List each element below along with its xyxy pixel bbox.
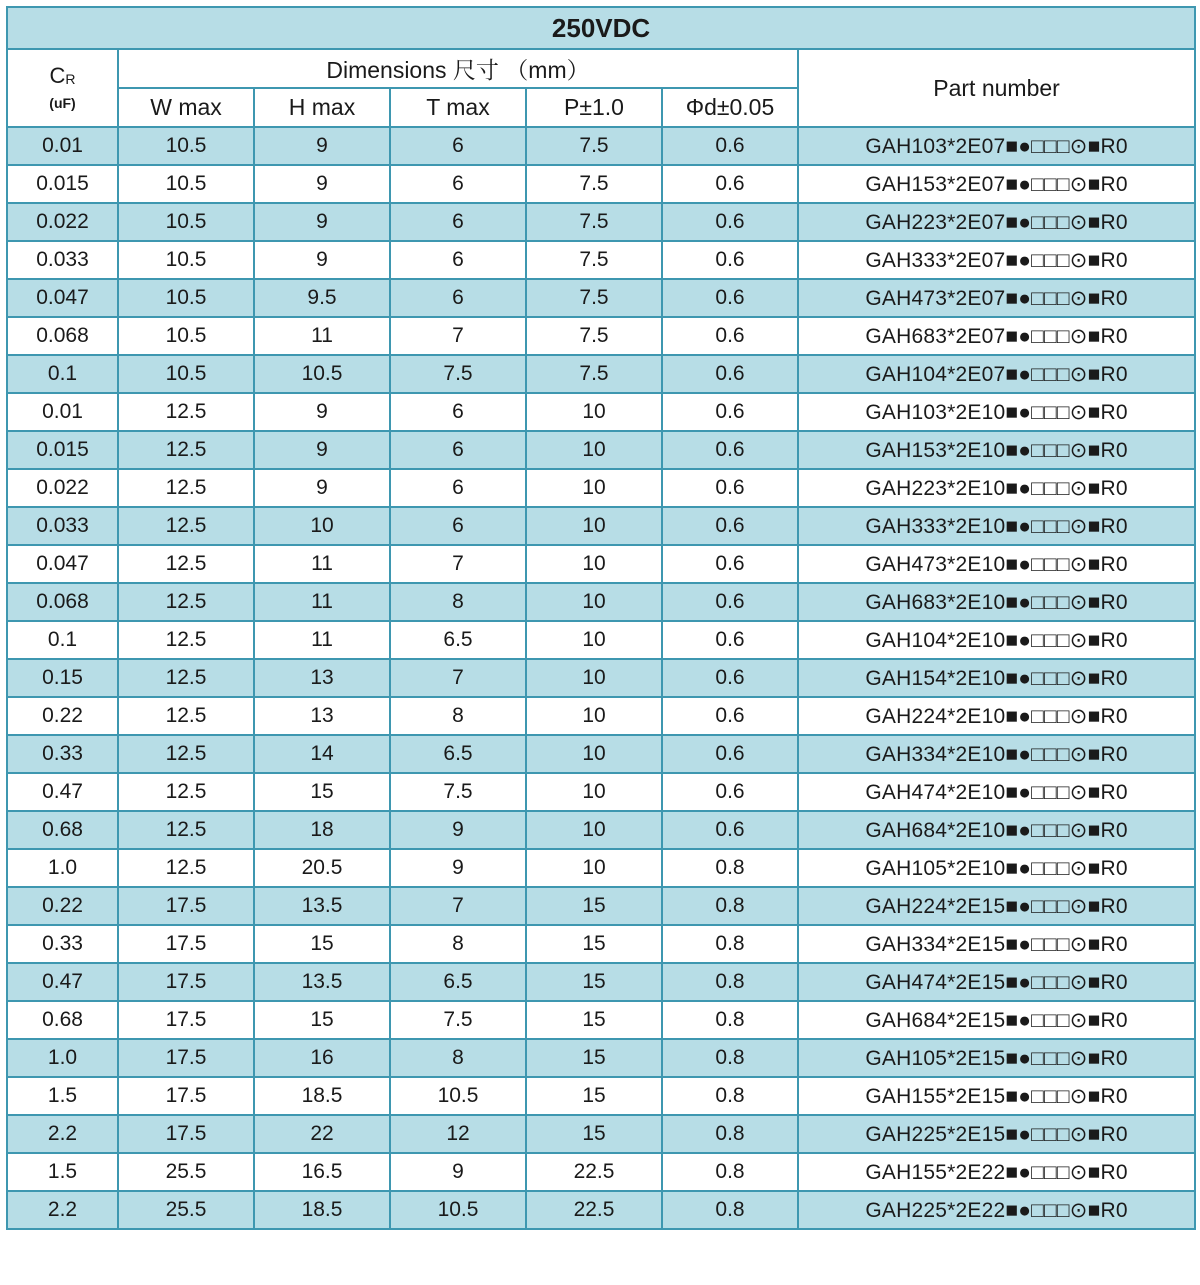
capacitance-cell: 0.068 xyxy=(7,583,118,621)
t-max-cell: 7 xyxy=(390,659,526,697)
part-number-cell: GAH683*2E10■●□□□⊙■R0 xyxy=(798,583,1195,621)
table-row xyxy=(7,1077,1195,1115)
w-max-cell: 12.5 xyxy=(118,431,254,469)
h-max-cell: 11 xyxy=(254,621,390,659)
h-max-cell: 9 xyxy=(254,431,390,469)
h-max-cell: 13.5 xyxy=(254,963,390,1001)
lead-diameter-cell: 0.6 xyxy=(662,735,798,773)
part-number-cell: GAH225*2E15■●□□□⊙■R0 xyxy=(798,1115,1195,1153)
h-max-cell: 22 xyxy=(254,1115,390,1153)
pitch-cell: 7.5 xyxy=(526,317,662,355)
w-max-cell: 12.5 xyxy=(118,393,254,431)
w-max-cell: 10.5 xyxy=(118,203,254,241)
h-max-cell: 11 xyxy=(254,545,390,583)
h-max-cell: 11 xyxy=(254,317,390,355)
capacitance-cell: 0.68 xyxy=(7,811,118,849)
t-max-cell: 6 xyxy=(390,241,526,279)
pitch-cell: 10 xyxy=(526,621,662,659)
part-number-cell: GAH683*2E07■●□□□⊙■R0 xyxy=(798,317,1195,355)
pitch-cell: 10 xyxy=(526,583,662,621)
w-max-cell: 10.5 xyxy=(118,165,254,203)
t-max-cell: 9 xyxy=(390,849,526,887)
w-max-cell: 12.5 xyxy=(118,811,254,849)
pitch-cell: 10 xyxy=(526,849,662,887)
w-max-cell: 12.5 xyxy=(118,545,254,583)
table-row xyxy=(7,393,1195,431)
table-row xyxy=(7,1039,1195,1077)
lead-diameter-cell: 0.8 xyxy=(662,887,798,925)
part-number-cell: GAH473*2E10■●□□□⊙■R0 xyxy=(798,545,1195,583)
capacitance-symbol-sub: R xyxy=(65,71,76,88)
table-row xyxy=(7,241,1195,279)
capacitance-cell: 0.22 xyxy=(7,887,118,925)
w-max-cell: 17.5 xyxy=(118,1077,254,1115)
t-max-cell: 7 xyxy=(390,887,526,925)
capacitance-cell: 1.5 xyxy=(7,1077,118,1115)
capacitance-cell: 0.015 xyxy=(7,165,118,203)
h-max-cell: 9 xyxy=(254,241,390,279)
h-max-cell: 13 xyxy=(254,659,390,697)
part-number-cell: GAH103*2E07■●□□□⊙■R0 xyxy=(798,127,1195,165)
pitch-cell: 22.5 xyxy=(526,1191,662,1229)
w-max-cell: 10.5 xyxy=(118,241,254,279)
part-number-cell: GAH155*2E22■●□□□⊙■R0 xyxy=(798,1153,1195,1191)
h-max-cell: 15 xyxy=(254,773,390,811)
part-number-cell: GAH684*2E15■●□□□⊙■R0 xyxy=(798,1001,1195,1039)
pitch-cell: 15 xyxy=(526,1039,662,1077)
capacitance-cell: 0.047 xyxy=(7,545,118,583)
part-number-cell: GAH103*2E10■●□□□⊙■R0 xyxy=(798,393,1195,431)
table-row xyxy=(7,317,1195,355)
table-title: 250VDC xyxy=(7,7,1195,49)
part-number-cell: GAH104*2E07■●□□□⊙■R0 xyxy=(798,355,1195,393)
pitch-cell: 10 xyxy=(526,469,662,507)
lead-diameter-cell: 0.6 xyxy=(662,241,798,279)
part-number-cell: GAH105*2E15■●□□□⊙■R0 xyxy=(798,1039,1195,1077)
t-max-cell: 7.5 xyxy=(390,355,526,393)
capacitance-cell: 0.022 xyxy=(7,203,118,241)
pitch-cell: 7.5 xyxy=(526,241,662,279)
pitch-cell: 10 xyxy=(526,431,662,469)
part-number-cell: GAH333*2E10■●□□□⊙■R0 xyxy=(798,507,1195,545)
lead-diameter-cell: 0.8 xyxy=(662,963,798,1001)
table-row xyxy=(7,279,1195,317)
capacitance-symbol xyxy=(8,64,117,88)
capacitance-cell: 1.5 xyxy=(7,1153,118,1191)
lead-diameter-cell: 0.6 xyxy=(662,165,798,203)
t-max-cell: 6 xyxy=(390,165,526,203)
lead-diameter-cell: 0.8 xyxy=(662,1191,798,1229)
pitch-cell: 10 xyxy=(526,507,662,545)
t-max-cell: 6.5 xyxy=(390,621,526,659)
pitch-cell: 10 xyxy=(526,393,662,431)
capacitance-unit: (uF) xyxy=(49,95,76,112)
capacitance-cell: 0.47 xyxy=(7,773,118,811)
lead-diameter-cell: 0.8 xyxy=(662,849,798,887)
pitch-cell: 7.5 xyxy=(526,203,662,241)
table-body xyxy=(7,127,1195,1229)
lead-diameter-cell: 0.8 xyxy=(662,1001,798,1039)
w-max-cell: 12.5 xyxy=(118,659,254,697)
pitch-cell: 15 xyxy=(526,925,662,963)
h-max-cell: 9.5 xyxy=(254,279,390,317)
lead-diameter-cell: 0.6 xyxy=(662,773,798,811)
lead-diameter-cell: 0.6 xyxy=(662,431,798,469)
lead-diameter-cell: 0.6 xyxy=(662,279,798,317)
spec-sheet xyxy=(6,6,1194,1278)
t-max-cell: 6 xyxy=(390,393,526,431)
w-max-cell: 12.5 xyxy=(118,849,254,887)
lead-diameter-cell: 0.6 xyxy=(662,127,798,165)
w-max-cell: 17.5 xyxy=(118,1001,254,1039)
pitch-cell: 7.5 xyxy=(526,165,662,203)
h-max-cell: 18.5 xyxy=(254,1191,390,1229)
w-max-cell: 17.5 xyxy=(118,1115,254,1153)
lead-diameter-cell: 0.8 xyxy=(662,925,798,963)
table-row xyxy=(7,849,1195,887)
part-number-cell: GAH104*2E10■●□□□⊙■R0 xyxy=(798,621,1195,659)
table-row xyxy=(7,963,1195,1001)
lead-diameter-cell: 0.6 xyxy=(662,317,798,355)
capacitance-cell: 1.0 xyxy=(7,1039,118,1077)
h-max-cell: 15 xyxy=(254,1001,390,1039)
part-number-cell: GAH105*2E10■●□□□⊙■R0 xyxy=(798,849,1195,887)
w-max-cell: 10.5 xyxy=(118,317,254,355)
table-row xyxy=(7,583,1195,621)
t-max-cell: 6 xyxy=(390,203,526,241)
capacitance-cell: 1.0 xyxy=(7,849,118,887)
table-row xyxy=(7,127,1195,165)
pitch-header: P±1.0 xyxy=(526,88,662,127)
h-max-cell: 13.5 xyxy=(254,887,390,925)
part-number-cell: GAH223*2E07■●□□□⊙■R0 xyxy=(798,203,1195,241)
t-max-cell: 6 xyxy=(390,431,526,469)
w-max-cell: 10.5 xyxy=(118,279,254,317)
t-max-cell: 8 xyxy=(390,1039,526,1077)
capacitance-cell: 0.022 xyxy=(7,469,118,507)
capacitance-cell: 0.15 xyxy=(7,659,118,697)
lead-diameter-cell: 0.6 xyxy=(662,203,798,241)
lead-diameter-cell: 0.6 xyxy=(662,583,798,621)
w-max-cell: 12.5 xyxy=(118,773,254,811)
t-max-cell: 10.5 xyxy=(390,1191,526,1229)
t-max-header: T max xyxy=(390,88,526,127)
capacitor-spec-table xyxy=(6,6,1196,1230)
h-max-cell: 9 xyxy=(254,393,390,431)
w-max-cell: 10.5 xyxy=(118,355,254,393)
h-max-header: H max xyxy=(254,88,390,127)
table-row xyxy=(7,1115,1195,1153)
pitch-cell: 15 xyxy=(526,1001,662,1039)
t-max-cell: 10.5 xyxy=(390,1077,526,1115)
table-row xyxy=(7,735,1195,773)
capacitance-cell: 0.22 xyxy=(7,697,118,735)
part-number-cell: GAH223*2E10■●□□□⊙■R0 xyxy=(798,469,1195,507)
part-number-cell: GAH154*2E10■●□□□⊙■R0 xyxy=(798,659,1195,697)
t-max-cell: 6 xyxy=(390,469,526,507)
part-number-cell: GAH225*2E22■●□□□⊙■R0 xyxy=(798,1191,1195,1229)
lead-diameter-cell: 0.6 xyxy=(662,507,798,545)
w-max-cell: 12.5 xyxy=(118,583,254,621)
lead-diameter-cell: 0.6 xyxy=(662,811,798,849)
t-max-cell: 6.5 xyxy=(390,963,526,1001)
t-max-cell: 12 xyxy=(390,1115,526,1153)
table-row xyxy=(7,811,1195,849)
table-row xyxy=(7,469,1195,507)
w-max-cell: 12.5 xyxy=(118,735,254,773)
w-max-header: W max xyxy=(118,88,254,127)
capacitance-cell: 0.033 xyxy=(7,507,118,545)
pitch-cell: 10 xyxy=(526,659,662,697)
t-max-cell: 8 xyxy=(390,583,526,621)
part-number-cell: GAH334*2E15■●□□□⊙■R0 xyxy=(798,925,1195,963)
table-row xyxy=(7,1153,1195,1191)
capacitance-cell: 0.33 xyxy=(7,735,118,773)
table-row xyxy=(7,507,1195,545)
w-max-cell: 17.5 xyxy=(118,925,254,963)
table-row xyxy=(7,621,1195,659)
lead-diameter-header: Φd±0.05 xyxy=(662,88,798,127)
capacitance-cell: 0.1 xyxy=(7,355,118,393)
h-max-cell: 11 xyxy=(254,583,390,621)
capacitance-cell: 0.1 xyxy=(7,621,118,659)
w-max-cell: 17.5 xyxy=(118,963,254,1001)
table-row xyxy=(7,431,1195,469)
table-row xyxy=(7,165,1195,203)
pitch-cell: 22.5 xyxy=(526,1153,662,1191)
lead-diameter-cell: 0.8 xyxy=(662,1153,798,1191)
table-row xyxy=(7,925,1195,963)
dimensions-header: Dimensions 尺寸 （mm） xyxy=(118,49,798,88)
w-max-cell: 12.5 xyxy=(118,469,254,507)
h-max-cell: 18 xyxy=(254,811,390,849)
part-number-cell: GAH153*2E07■●□□□⊙■R0 xyxy=(798,165,1195,203)
t-max-cell: 9 xyxy=(390,811,526,849)
t-max-cell: 6 xyxy=(390,279,526,317)
capacitance-cell: 0.068 xyxy=(7,317,118,355)
pitch-cell: 10 xyxy=(526,773,662,811)
capacitance-cell: 0.68 xyxy=(7,1001,118,1039)
capacitance-cell: 0.33 xyxy=(7,925,118,963)
t-max-cell: 7 xyxy=(390,317,526,355)
lead-diameter-cell: 0.6 xyxy=(662,621,798,659)
h-max-cell: 20.5 xyxy=(254,849,390,887)
w-max-cell: 12.5 xyxy=(118,697,254,735)
h-max-cell: 10 xyxy=(254,507,390,545)
w-max-cell: 12.5 xyxy=(118,621,254,659)
table-row xyxy=(7,659,1195,697)
table-row xyxy=(7,1001,1195,1039)
pitch-cell: 15 xyxy=(526,963,662,1001)
pitch-cell: 10 xyxy=(526,811,662,849)
w-max-cell: 10.5 xyxy=(118,127,254,165)
part-number-cell: GAH684*2E10■●□□□⊙■R0 xyxy=(798,811,1195,849)
h-max-cell: 10.5 xyxy=(254,355,390,393)
capacitance-header xyxy=(7,49,118,127)
part-number-cell: GAH224*2E15■●□□□⊙■R0 xyxy=(798,887,1195,925)
h-max-cell: 9 xyxy=(254,203,390,241)
part-number-cell: GAH474*2E15■●□□□⊙■R0 xyxy=(798,963,1195,1001)
t-max-cell: 7 xyxy=(390,545,526,583)
lead-diameter-cell: 0.6 xyxy=(662,659,798,697)
t-max-cell: 8 xyxy=(390,925,526,963)
h-max-cell: 9 xyxy=(254,165,390,203)
table-title-row xyxy=(7,7,1195,49)
part-number-cell: GAH474*2E10■●□□□⊙■R0 xyxy=(798,773,1195,811)
lead-diameter-cell: 0.6 xyxy=(662,355,798,393)
w-max-cell: 17.5 xyxy=(118,887,254,925)
w-max-cell: 25.5 xyxy=(118,1153,254,1191)
lead-diameter-cell: 0.8 xyxy=(662,1077,798,1115)
w-max-cell: 17.5 xyxy=(118,1039,254,1077)
h-max-cell: 15 xyxy=(254,925,390,963)
t-max-cell: 6 xyxy=(390,507,526,545)
table-row xyxy=(7,203,1195,241)
table-row xyxy=(7,1191,1195,1229)
capacitance-cell: 0.01 xyxy=(7,393,118,431)
capacitance-cell: 0.015 xyxy=(7,431,118,469)
pitch-cell: 10 xyxy=(526,735,662,773)
lead-diameter-cell: 0.6 xyxy=(662,697,798,735)
capacitance-cell: 2.2 xyxy=(7,1191,118,1229)
h-max-cell: 18.5 xyxy=(254,1077,390,1115)
lead-diameter-cell: 0.6 xyxy=(662,545,798,583)
t-max-cell: 8 xyxy=(390,697,526,735)
part-number-cell: GAH333*2E07■●□□□⊙■R0 xyxy=(798,241,1195,279)
capacitance-cell: 2.2 xyxy=(7,1115,118,1153)
pitch-cell: 7.5 xyxy=(526,127,662,165)
h-max-cell: 16 xyxy=(254,1039,390,1077)
t-max-cell: 6.5 xyxy=(390,735,526,773)
pitch-cell: 7.5 xyxy=(526,355,662,393)
table-row xyxy=(7,697,1195,735)
lead-diameter-cell: 0.8 xyxy=(662,1115,798,1153)
h-max-cell: 13 xyxy=(254,697,390,735)
part-number-cell: GAH473*2E07■●□□□⊙■R0 xyxy=(798,279,1195,317)
h-max-cell: 16.5 xyxy=(254,1153,390,1191)
pitch-cell: 10 xyxy=(526,697,662,735)
capacitance-symbol-main: C xyxy=(49,63,66,89)
w-max-cell: 12.5 xyxy=(118,507,254,545)
table-row xyxy=(7,887,1195,925)
lead-diameter-cell: 0.6 xyxy=(662,469,798,507)
table-row xyxy=(7,545,1195,583)
h-max-cell: 9 xyxy=(254,127,390,165)
part-number-cell: GAH224*2E10■●□□□⊙■R0 xyxy=(798,697,1195,735)
lead-diameter-cell: 0.6 xyxy=(662,393,798,431)
header-row-1 xyxy=(7,49,1195,88)
capacitance-cell: 0.47 xyxy=(7,963,118,1001)
pitch-cell: 7.5 xyxy=(526,279,662,317)
t-max-cell: 7.5 xyxy=(390,1001,526,1039)
t-max-cell: 9 xyxy=(390,1153,526,1191)
table-row xyxy=(7,773,1195,811)
capacitance-cell: 0.033 xyxy=(7,241,118,279)
pitch-cell: 15 xyxy=(526,1115,662,1153)
pitch-cell: 10 xyxy=(526,545,662,583)
part-number-cell: GAH334*2E10■●□□□⊙■R0 xyxy=(798,735,1195,773)
lead-diameter-cell: 0.8 xyxy=(662,1039,798,1077)
t-max-cell: 7.5 xyxy=(390,773,526,811)
h-max-cell: 9 xyxy=(254,469,390,507)
t-max-cell: 6 xyxy=(390,127,526,165)
h-max-cell: 14 xyxy=(254,735,390,773)
pitch-cell: 15 xyxy=(526,1077,662,1115)
capacitance-cell: 0.047 xyxy=(7,279,118,317)
part-number-cell: GAH153*2E10■●□□□⊙■R0 xyxy=(798,431,1195,469)
part-number-cell: GAH155*2E15■●□□□⊙■R0 xyxy=(798,1077,1195,1115)
capacitance-cell: 0.01 xyxy=(7,127,118,165)
part-number-header: Part number xyxy=(798,49,1195,127)
table-row xyxy=(7,355,1195,393)
pitch-cell: 15 xyxy=(526,887,662,925)
w-max-cell: 25.5 xyxy=(118,1191,254,1229)
